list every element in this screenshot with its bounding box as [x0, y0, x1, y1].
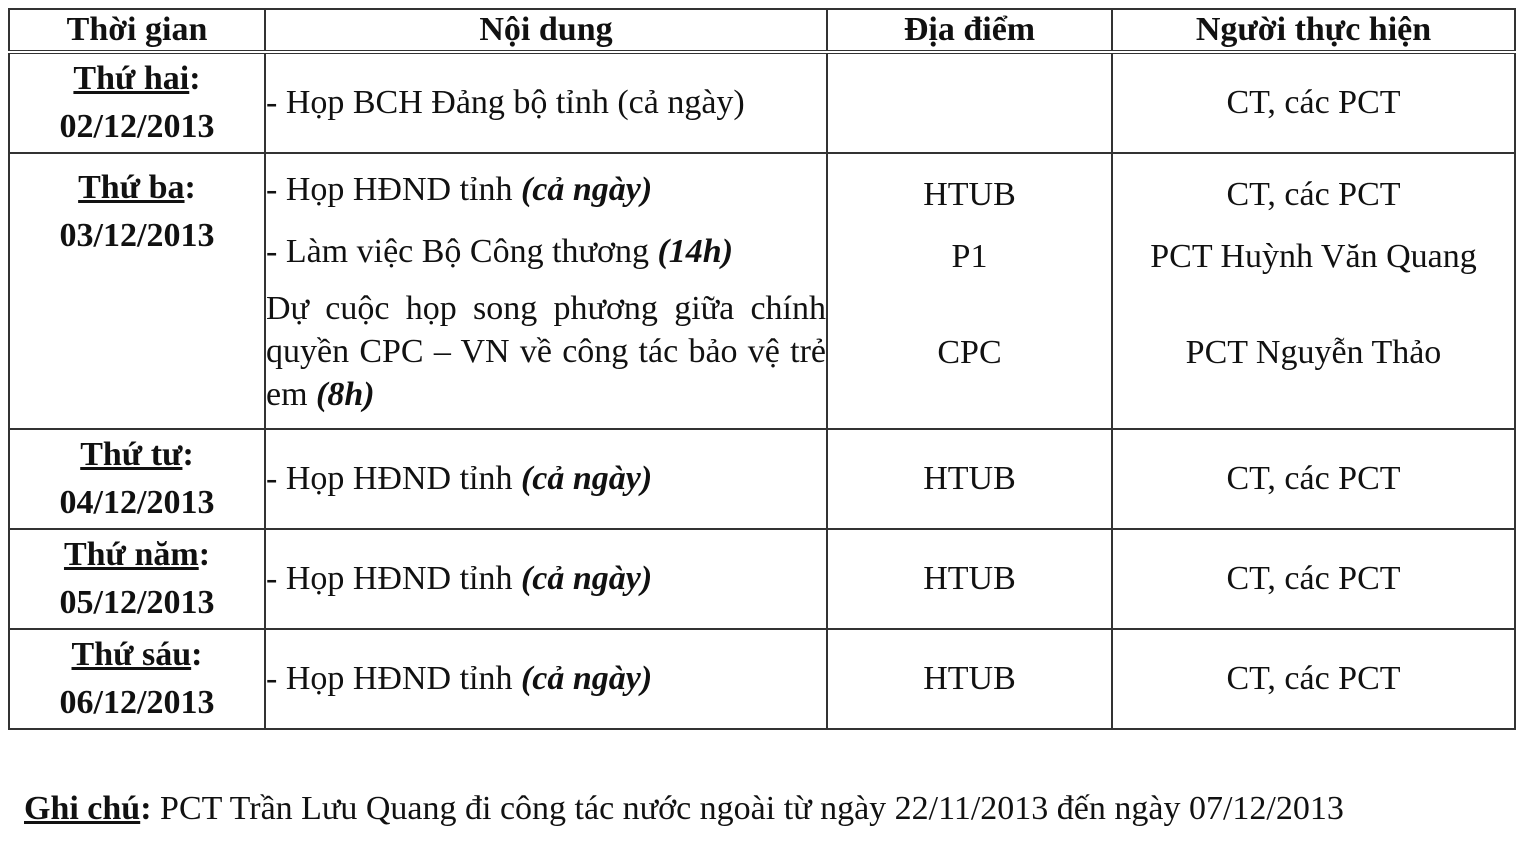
content-cell	[265, 629, 827, 729]
day-label: Thứ năm	[63, 536, 199, 573]
person-text: CT, các PCT	[1226, 84, 1401, 121]
content-item	[266, 221, 826, 283]
day-label: Thứ tư	[80, 436, 183, 473]
place-text: HTUB	[923, 176, 1016, 213]
person-text: PCT Huỳnh Văn Quang	[1150, 238, 1477, 275]
table-row	[9, 153, 1515, 429]
place-text: HTUB	[923, 660, 1016, 697]
date-cell: Thứ sáu: 06/12/2013	[9, 629, 265, 729]
place-text: P1	[951, 238, 988, 275]
content-item	[266, 159, 826, 221]
person-cell	[1112, 629, 1515, 729]
place-cell	[827, 52, 1112, 153]
content-text: - Làm việc Bộ Công thương	[266, 232, 649, 270]
footnote-label: Ghi chú	[24, 790, 141, 827]
place-cell	[827, 153, 1112, 429]
footnote-colon: :	[140, 790, 152, 827]
table-row	[9, 52, 1515, 153]
person-text: CT, các PCT	[1226, 460, 1401, 497]
header-row	[9, 9, 1515, 52]
table-row	[9, 429, 1515, 529]
content-text: - Họp HĐND tỉnh	[266, 660, 513, 697]
place-cell	[827, 429, 1112, 529]
date-cell: Thứ hai: 02/12/2013	[9, 52, 265, 153]
date-cell: Thứ ba: 03/12/2013	[9, 153, 265, 429]
person-cell	[1112, 52, 1515, 153]
content-note: (cả ngày)	[520, 660, 653, 697]
header-time: Thời gian	[9, 9, 265, 52]
date-value: 04/12/2013	[59, 484, 215, 521]
content-note: (cả ngày)	[520, 170, 653, 208]
content-cell	[265, 529, 827, 629]
content-text: - Họp HĐND tỉnh	[266, 460, 513, 497]
date-cell: Thứ năm: 05/12/2013	[9, 529, 265, 629]
header-content: Nội dung	[265, 9, 827, 52]
place-text: HTUB	[923, 560, 1016, 597]
content-text: - Họp BCH Đảng bộ tỉnh (cả ngày)	[266, 84, 745, 121]
person-text: CT, các PCT	[1226, 560, 1401, 597]
content-note: (cả ngày)	[520, 560, 653, 597]
footnote	[24, 790, 1344, 828]
day-label: Thứ hai	[73, 60, 190, 97]
header-place: Địa điểm	[827, 9, 1112, 52]
content-cell	[265, 52, 827, 153]
date-value: 06/12/2013	[59, 684, 215, 721]
table-row	[9, 629, 1515, 729]
date-cell: Thứ tư: 04/12/2013	[9, 429, 265, 529]
content-note: (cả ngày)	[520, 460, 653, 497]
content-note: (14h)	[657, 232, 734, 270]
footnote-text: PCT Trần Lưu Quang đi công tác nước ngoài từ ngày 22/11/2013 đến ngày 07/12/2013	[151, 790, 1344, 827]
content-cell	[265, 153, 827, 429]
person-cell	[1112, 529, 1515, 629]
person-text: CT, các PCT	[1226, 660, 1401, 697]
date-value: 02/12/2013	[59, 108, 215, 145]
content-cell	[265, 429, 827, 529]
header-person: Người thực hiện	[1112, 9, 1515, 52]
place-cell	[827, 529, 1112, 629]
content-text: Dự cuộc họp song phương giữa chính quyền CPC – VN về công tác bảo vệ trẻ em	[266, 289, 826, 413]
person-cell	[1112, 429, 1515, 529]
day-label: Thứ sáu	[71, 636, 192, 673]
content-text: - Họp HĐND tỉnh	[266, 560, 513, 597]
person-text: CT, các PCT	[1226, 176, 1401, 213]
place-text: HTUB	[923, 460, 1016, 497]
content-note: (8h)	[316, 375, 375, 413]
schedule-table	[8, 8, 1516, 730]
place-cell	[827, 629, 1112, 729]
person-text: PCT Nguyễn Thảo	[1185, 334, 1442, 371]
content-item	[266, 283, 826, 424]
day-label: Thứ ba	[78, 169, 185, 206]
person-cell	[1112, 153, 1515, 429]
date-value: 05/12/2013	[59, 584, 215, 621]
date-value: 03/12/2013	[59, 217, 215, 254]
table-row	[9, 529, 1515, 629]
content-text: - Họp HĐND tỉnh	[266, 170, 513, 208]
place-text: CPC	[937, 334, 1002, 371]
